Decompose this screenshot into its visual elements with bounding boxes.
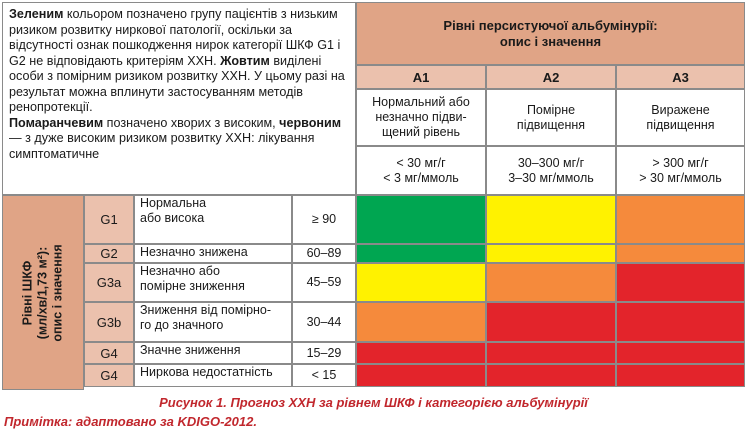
risk-cell-red (616, 342, 745, 364)
gfr-description (134, 244, 292, 263)
risk-cell-red (616, 302, 745, 342)
risk-cell-yellow (356, 263, 486, 302)
risk-cell-yellow (486, 195, 616, 244)
a2-description (486, 89, 616, 146)
a2-values (486, 146, 616, 195)
a3-desc-line: підвищення (646, 117, 715, 132)
yellow-keyword: Жовтим (220, 53, 270, 68)
gfr-category: G1 (84, 195, 134, 244)
risk-cell-orange (616, 244, 745, 263)
gfr-header (2, 195, 84, 390)
gfr-description-line: або висока (140, 211, 205, 225)
risk-cell-red (356, 342, 486, 364)
a1-description (356, 89, 486, 146)
a3-value-line: > 300 мг/г (652, 155, 709, 170)
legend-text-2: виділені особи з помірним ризиком розвитку ХХН. У цьому разі на результат можна вплинути застосуванням методів ренопротекції. (9, 53, 345, 114)
risk-cell-yellow (486, 244, 616, 263)
category-a2: A2 (486, 65, 616, 89)
a3-desc-line: Виражене (651, 102, 710, 117)
gfr-category: G3a (84, 263, 134, 302)
risk-cell-orange (486, 263, 616, 302)
gfr-range: < 15 (292, 364, 356, 387)
a3-value-line: > 30 мг/ммоль (639, 170, 722, 185)
a2-desc-line: підвищення (516, 117, 586, 132)
gfr-range: ≥ 90 (292, 195, 356, 244)
a1-value-line: < 3 мг/ммоль (383, 170, 459, 185)
risk-cell-green (356, 244, 486, 263)
gfr-category: G4 (84, 364, 134, 387)
gfr-description-line: Значне зниження (140, 343, 241, 357)
gfr-description (134, 195, 292, 244)
a3-values (616, 146, 745, 195)
gfr-range: 30–44 (292, 302, 356, 342)
a1-values (356, 146, 486, 195)
albuminuria-header (356, 2, 745, 65)
kdigo-prognosis-figure (2, 2, 745, 390)
a1-value-line: < 30 мг/г (396, 155, 446, 170)
gfr-description-line: помірне зниження (140, 279, 245, 293)
a1-desc-line: незначно підви- (375, 110, 467, 124)
gfr-description-line: Незначно або (140, 264, 220, 278)
albuminuria-header-line1: Рівні персистуючої альбумінурії: (443, 17, 658, 33)
legend-text-3: позначено хворих з високим, (103, 115, 280, 130)
gfr-category: G3b (84, 302, 134, 342)
a2-value-line: 3–30 мг/ммоль (508, 170, 594, 185)
figure-caption: Рисунок 1. Прогноз ХХН за рівнем ШКФ і категорією альбумінурії (159, 395, 588, 410)
risk-cell-red (486, 302, 616, 342)
gfr-description-line: го до значного (140, 318, 224, 332)
a1-desc-line: щений рівень (381, 125, 461, 139)
a2-value-line: 30–300 мг/г (517, 155, 585, 170)
figure-note: Примітка: адаптовано за KDIGO-2012. (4, 414, 257, 429)
gfr-description (134, 263, 292, 302)
gfr-description-line: Зниження від помірно- (140, 303, 272, 317)
gfr-header-line3: опис і значення (50, 243, 65, 342)
legend-text-4: — з дуже високим ризиком розвитку ХХН: лікування симптоматичне (9, 131, 315, 161)
albuminuria-header-line2: опис і значення (499, 33, 602, 49)
green-keyword: Зеленим (9, 7, 64, 21)
gfr-header-line1: Рівні ШКФ (20, 260, 35, 325)
legend-text-1: кольором позначено групу пацієнтів з низьким ризиком розвитку ниркової патології, оскільки за відсутності ознак пошкодження нирок категорії ШКФ G1 і G2 не відповідають критеріям ХХН. (9, 7, 341, 68)
gfr-category: G4 (84, 342, 134, 364)
risk-cell-red (616, 364, 745, 387)
gfr-range: 60–89 (292, 244, 356, 263)
category-a3: A3 (616, 65, 745, 89)
red-keyword: червоним (279, 115, 342, 130)
gfr-description-line: Незначно знижена (140, 245, 248, 259)
gfr-range: 15–29 (292, 342, 356, 364)
a2-desc-line: Помірне (526, 102, 576, 117)
risk-cell-red (616, 263, 745, 302)
orange-keyword: Помаранчевим (9, 115, 104, 130)
gfr-description (134, 364, 292, 387)
risk-cell-green (356, 195, 486, 244)
risk-cell-orange (356, 302, 486, 342)
gfr-header-line2: (мл/хв/1,73 м²): (35, 246, 50, 339)
gfr-category: G2 (84, 244, 134, 263)
risk-cell-red (356, 364, 486, 387)
legend-text (2, 2, 356, 195)
gfr-description (134, 302, 292, 342)
gfr-range: 45–59 (292, 263, 356, 302)
a1-desc-line: Нормальний або (372, 95, 470, 109)
gfr-description-line: Ниркова недостатність (140, 365, 273, 379)
risk-cell-orange (616, 195, 745, 244)
gfr-description (134, 342, 292, 364)
risk-cell-red (486, 342, 616, 364)
a3-description (616, 89, 745, 146)
gfr-description-line: Нормальна (140, 196, 207, 210)
risk-cell-red (486, 364, 616, 387)
category-a1: A1 (356, 65, 486, 89)
